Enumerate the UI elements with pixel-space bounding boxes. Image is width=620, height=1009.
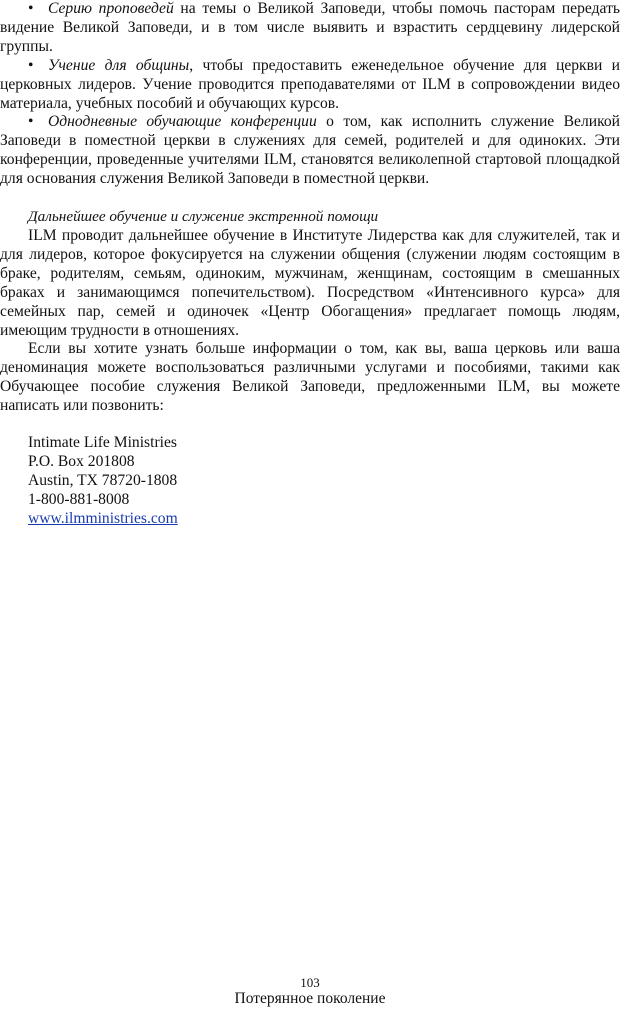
bullet-text: на темы о Великой Заповеди, чтобы помочь пасторам передать видение Великой Заповеди, и в том числе выявить и взрастить сердцевину лидерской группы. xyxy=(0,0,620,55)
bullet-text: , чтобы предоставить еженедельное обучение для церкви и церковных лидеров. Учение проводится преподавателями от ILM в сопровождении видео материала, учебных пособий и обучающих курсов. xyxy=(0,56,620,112)
address-phone: 1-800-881-8008 xyxy=(28,490,130,508)
address-po-box: P.O. Box 201808 xyxy=(28,452,135,470)
bullet-lead-term: Учение для общины xyxy=(48,56,190,74)
bullet-text: о том, как исполнить служение Великой Заповеди в поместной церкви в служениях для семей, родителей и для одиноких. Эти конференции, проведенные учителями ILM, становятся великолепной стартовой площадкой для основания служения Великой Заповеди в поместной церкви. xyxy=(0,113,620,188)
website-link[interactable]: www.ilmministries.com xyxy=(28,509,178,527)
address-city-state-zip: Austin, TX 78720-1808 xyxy=(28,471,178,489)
bullet-item-conferences xyxy=(0,113,620,189)
address-organization: Intimate Life Ministries xyxy=(28,434,177,452)
bullet-item-sermons xyxy=(0,0,620,57)
bullet-marker: • xyxy=(28,56,34,74)
bullet-marker: • xyxy=(28,113,34,131)
page-number: 103 xyxy=(300,975,320,990)
body-paragraph: Если вы хотите узнать больше информации о том, как вы, ваша церковь или ваша деноминация можете воспользоваться различными услугами и пособиями, такими как Обучающее пособие служения Великой Заповеди, предложенными ILM, вы можете написать или позвонить: xyxy=(0,340,620,415)
bullet-lead-term: Однодневные обучающие конференции xyxy=(48,113,317,131)
bullet-marker: • xyxy=(28,0,34,17)
bullet-lead-term: Серию проповедей xyxy=(48,0,174,17)
section-heading: Дальнейшее обучение и служение экстренной помощи xyxy=(28,208,379,226)
contact-address xyxy=(0,434,620,529)
body-paragraph: ILM проводит дальнейшее обучение в Институте Лидерства как для служителей, так и для лидеров, которое фокусируется на служении общения (служении людям состоящим в браке, родителям, семьям, одиноким, мужчинам, женщинам, состоящим в смешанных браках и занимающимся попечительством). Посредством «Интенсивного курса» для семейных пар, семей и одиночек «Центр Обогащения» предлагает помощь людям, имеющим трудности в отношениях. xyxy=(0,226,620,339)
footer-book-title: Потерянное поколение xyxy=(234,990,386,1007)
bullet-item-teaching xyxy=(0,57,620,114)
